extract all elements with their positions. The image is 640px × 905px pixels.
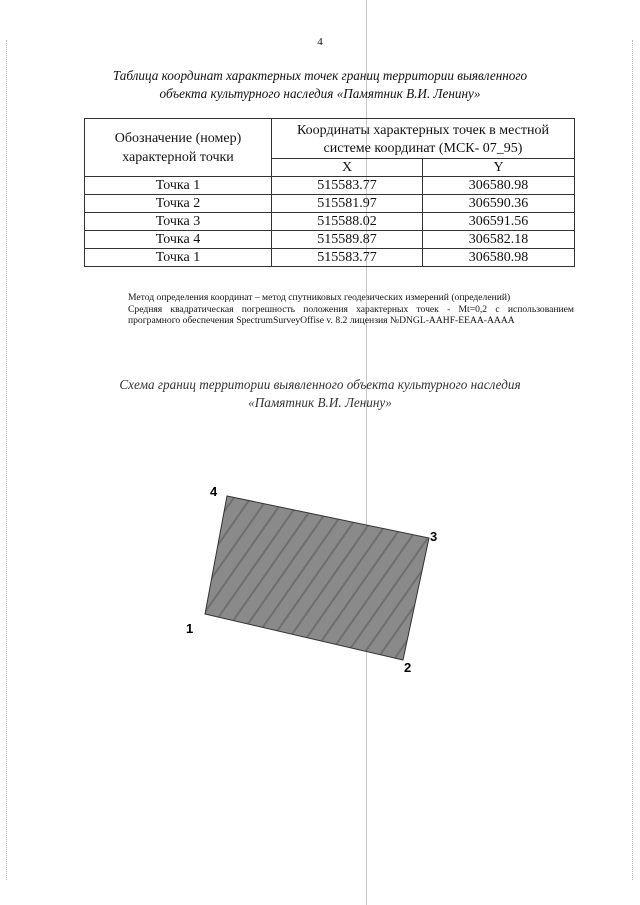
row-label: Точка 1 bbox=[85, 177, 272, 195]
header-left-line2: характерной точки bbox=[122, 149, 234, 165]
header-left-line1: Обозначение (номер) bbox=[114, 130, 242, 146]
row-y: 306580.98 bbox=[423, 177, 575, 195]
scheme-title-line2: «Памятник В.И. Ленину» bbox=[248, 395, 392, 410]
row-x: 515581.97 bbox=[272, 195, 423, 213]
row-label: Точка 3 bbox=[85, 213, 272, 231]
row-y: 306582.18 bbox=[423, 231, 575, 249]
table-title-line1: Таблица координат характерных точек границ территории выявленного bbox=[112, 68, 528, 83]
row-x: 515583.77 bbox=[272, 177, 423, 195]
row-y: 306591.56 bbox=[423, 213, 575, 231]
row-y: 306590.36 bbox=[423, 195, 575, 213]
row-y: 306580.98 bbox=[423, 249, 575, 267]
point-label-3: 3 bbox=[430, 529, 438, 544]
row-label: Точка 1 bbox=[85, 249, 272, 267]
row-x: 515588.02 bbox=[272, 213, 423, 231]
header-x: X bbox=[272, 159, 423, 177]
table-title-line2: объекта культурного наследия «Памятник В.И. Ленину» bbox=[159, 86, 481, 101]
header-y: Y bbox=[423, 159, 575, 177]
row-label: Точка 4 bbox=[85, 231, 272, 249]
method-note-line1: Метод определения координат – метод спутниковых геодезических измерений (определений) bbox=[128, 292, 511, 303]
row-label: Точка 2 bbox=[85, 195, 272, 213]
point-label-1: 1 bbox=[186, 621, 194, 636]
page-number: 4 bbox=[317, 36, 323, 48]
point-label-2: 2 bbox=[404, 660, 412, 675]
row-x: 515583.77 bbox=[272, 249, 423, 267]
point-label-4: 4 bbox=[210, 484, 218, 499]
header-right-line1: Координаты характерных точек в местной bbox=[296, 123, 549, 138]
scheme-title-line1: Схема границ территории выявленного объекта культурного наследия bbox=[119, 377, 521, 392]
method-note-line2: Средняя квадратическая погрешность положения характерных точек - Mt=0,2 с использованием програмного обеспечения SpectrumSurveyOffise v. 8.2 лицензия №DNGL-AAHF-EEAA-AAAA bbox=[128, 303, 574, 326]
row-x: 515589.87 bbox=[272, 231, 423, 249]
territory-boundary bbox=[205, 496, 429, 660]
header-right-line2: системе координат (МСК- 07_95) bbox=[323, 141, 523, 156]
